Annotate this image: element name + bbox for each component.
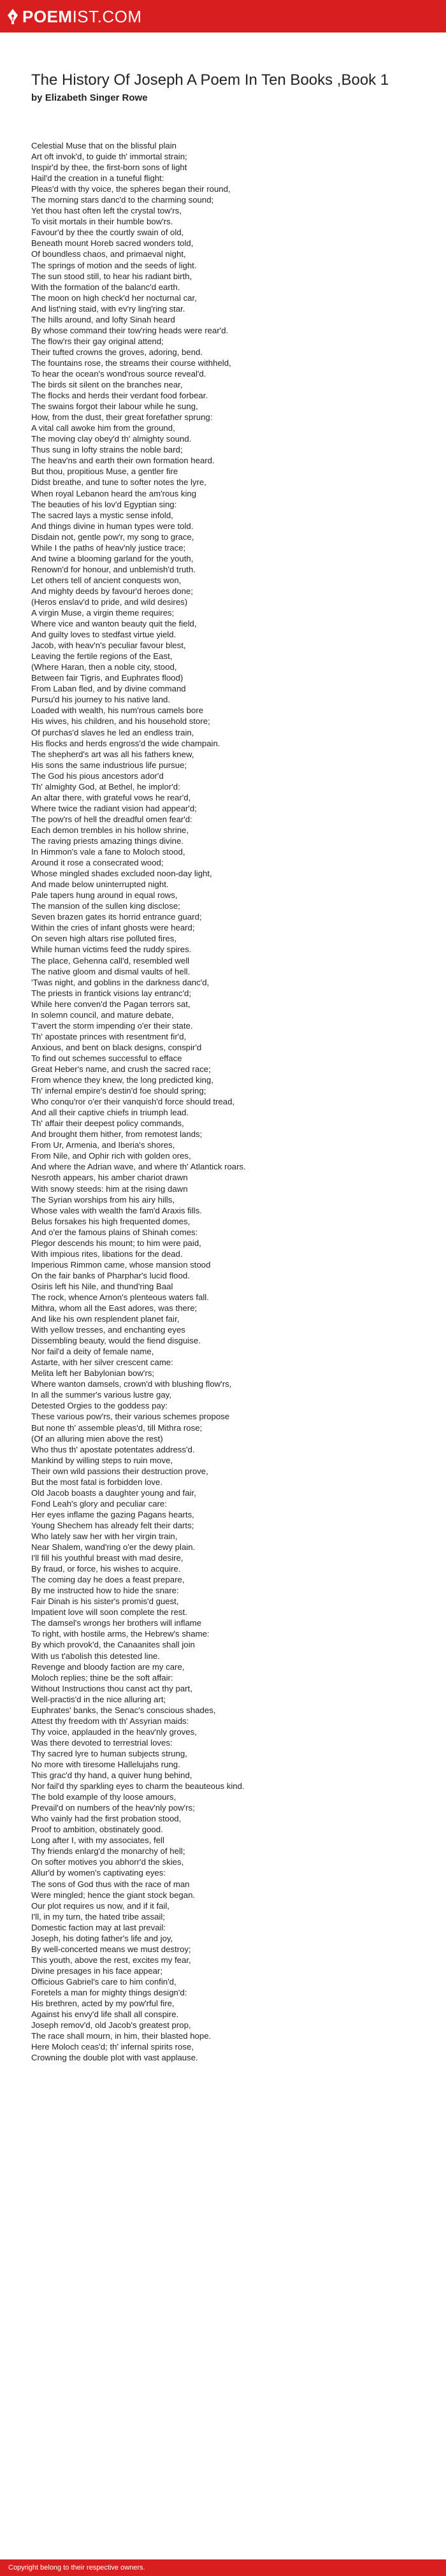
poem-line: The pow'rs of hell the dreadful omen fear'd: xyxy=(31,814,192,824)
poem-line: And guilty loves to stedfast virtue yield. xyxy=(31,630,176,640)
poem-line: Each demon trembles in his hollow shrine, xyxy=(31,825,189,835)
poem-line: (Where Haran, then a noble city, stood, xyxy=(31,662,177,672)
poem-line: Anxious, and bent on black designs, conspir'd xyxy=(31,1042,202,1052)
poem-line: By me instructed how to hide the snare: xyxy=(31,1586,179,1596)
poem-line: Old Jacob boasts a daughter young and fair, xyxy=(31,1487,196,1498)
poem-line: This grac'd thy hand, a quiver hung behind, xyxy=(31,1770,192,1781)
poem-line: How, from the dust, their great forefather sprung: xyxy=(31,412,213,423)
poem-line: Mankind by willing steps to ruin move, xyxy=(31,1455,173,1465)
poem-line: The race shall mourn, in him, their blasted hope. xyxy=(31,2031,212,2041)
poem-author-line xyxy=(31,92,148,104)
poem-line: Art oft invok'd, to guide th' immortal strain; xyxy=(31,152,187,162)
poem-line: The moving clay obey'd th' almighty sound. xyxy=(31,434,192,444)
poem-line: Between fair Tigris, and Euphrates flood) xyxy=(31,673,183,683)
poem-line: Th' almighty God, at Bethel, he implor'd: xyxy=(31,781,180,792)
poem-line: Nor fail'd thy sparkling eyes to charm the beauteous kind. xyxy=(31,1781,245,1791)
poem-line: But none th' assemble pleas'd, till Mithra rose; xyxy=(31,1422,203,1433)
author-prefix: by xyxy=(31,92,43,103)
poem-line: Who thus th' apostate potentates address'd. xyxy=(31,1444,195,1454)
site-header xyxy=(0,0,446,33)
poem-line: By whose command their tow'ring heads were rear'd. xyxy=(31,325,229,335)
poem-line: With impious rites, libations for the dead. xyxy=(31,1248,183,1259)
poem-line: Where vice and wanton beauty quit the field, xyxy=(31,619,197,629)
poem-line: The sacred lays a mystic sense infold, xyxy=(31,510,173,520)
poem-line: The birds sit silent on the branches near, xyxy=(31,380,183,390)
poem-line: Plegor descends his mount; to him were paid, xyxy=(31,1238,201,1248)
poem-line: Euphrates' banks, the Senac's conscious shades, xyxy=(31,1705,216,1715)
poem-line: Where twice the radiant vision had appear'd; xyxy=(31,803,197,813)
poem-line: Mithra, whom all the East adores, was there; xyxy=(31,1303,198,1313)
poem-line: Her eyes inflame the gazing Pagans hearts, xyxy=(31,1509,194,1519)
site-name-bold: POEM xyxy=(22,7,73,26)
copyright-notice: Copyright belong to their respective owners. xyxy=(8,2564,145,2572)
poem-line: With us t'abolish this detested line. xyxy=(31,1651,160,1661)
poem-line: Divine presages in his face appear; xyxy=(31,1965,162,1976)
poem-line: But thou, propitious Muse, a gentler fire xyxy=(31,467,178,477)
poem-line: And o'er the famous plains of Shinah comes: xyxy=(31,1227,198,1237)
poem-line: The hills around, and lofty Sinah heard xyxy=(31,314,175,324)
poem-line: Were mingled; hence the giant stock began. xyxy=(31,1890,196,1900)
poem-line: Whose vales with wealth the fam'd Araxis fills. xyxy=(31,1205,202,1215)
poem-line: Whose mingled shades excluded noon-day light, xyxy=(31,869,212,879)
poem-line: And where the Adrian wave, and where th' Atlantick roars. xyxy=(31,1162,246,1172)
poem-line: The God his pious ancestors ador'd xyxy=(31,771,164,781)
poem-line: Proof to ambition, obstinately good. xyxy=(31,1825,163,1835)
poem-line: From Laban fled, and by divine command xyxy=(31,684,186,694)
poem-line: The coming day he does a feast prepare, xyxy=(31,1575,185,1585)
poem-line: And like his own resplendent planet fair, xyxy=(31,1314,180,1324)
poem-line: Against his envy'd life shall all conspire. xyxy=(31,2009,179,2020)
poem-line: The sons of God thus with the race of man xyxy=(31,1879,190,1889)
poem-line: Loaded with wealth, his num'rous camels bore xyxy=(31,706,204,716)
poem-line: Hail'd the creation in a tuneful flight: xyxy=(31,173,164,184)
poem-line: The bold example of thy loose amours, xyxy=(31,1792,176,1802)
poem-line: The flocks and herds their verdant food forbear. xyxy=(31,391,208,401)
poem-line: To right, with hostile arms, the Hebrew's shame: xyxy=(31,1629,210,1639)
poem-line: Domestic faction may at last prevail: xyxy=(31,1922,166,1932)
poem-line: Crowning the double plot with vast applause. xyxy=(31,2053,198,2063)
poem-line: Was there devoted to terrestrial loves: xyxy=(31,1737,173,1747)
poem-line: And list'ning staid, with ev'ry ling'ring star. xyxy=(31,303,185,314)
site-name-light: IST.COM xyxy=(72,7,142,26)
poem-line: From Nile, and Ophir rich with golden ores, xyxy=(31,1151,191,1161)
poem-line: Didst breathe, and tune to softer notes the lyre, xyxy=(31,477,206,488)
poem-line: On softer motives you abhorr'd the skies, xyxy=(31,1857,184,1867)
poem-line: Melita left her Babylonian bow'rs; xyxy=(31,1368,155,1378)
poem-line: His brethren, acted by my pow'rful fire, xyxy=(31,1999,175,2009)
poem-line: Their own wild passions their destruction prove, xyxy=(31,1466,208,1476)
poem-line: By which provok'd, the Canaanites shall join xyxy=(31,1640,195,1650)
poem-line: Disdain not, gentle pow'r, my song to grace, xyxy=(31,532,194,542)
poem-line: Well-practis'd in the nice alluring art; xyxy=(31,1694,166,1704)
poem-body xyxy=(31,140,439,2063)
poem-line: A virgin Muse, a virgin theme requires; xyxy=(31,608,175,618)
poem-line: This youth, above the rest, excites my fear, xyxy=(31,1955,191,1965)
poem-line: T'avert the storm impending o'er their state. xyxy=(31,1020,193,1031)
poem-line: The shepherd's art was all his fathers knew, xyxy=(31,749,194,759)
poem-line: Jacob, with heav'n's peculiar favour blest, xyxy=(31,640,186,651)
poem-line: Th' affair their deepest policy commands, xyxy=(31,1118,184,1129)
site-name xyxy=(22,7,142,26)
poem-line: Renown'd for honour, and unblemish'd truth. xyxy=(31,564,196,574)
poem-line: Thus sung in lofty strains the noble bard; xyxy=(31,445,183,455)
poem-line: To visit mortals in their humble bow'rs. xyxy=(31,217,173,227)
poem-line: Imperious Rimmon came, whose mansion stood xyxy=(31,1259,211,1270)
poem-line: Young Shechem has already felt their darts; xyxy=(31,1520,194,1530)
site-logo[interactable] xyxy=(6,7,142,26)
poem-line: On the fair banks of Pharphar's lucid flood. xyxy=(31,1270,190,1280)
poem-line: 'Twas night, and goblins in the darkness danc'd, xyxy=(31,977,210,987)
poem-line: The flow'rs their gay original attend; xyxy=(31,336,164,346)
poem-line: The heav'ns and earth their own formation heard. xyxy=(31,456,215,466)
poem-line: The place, Gehenna call'd, resembled well xyxy=(31,955,190,966)
poem-line: The morning stars danc'd to the charming sound; xyxy=(31,195,214,205)
poem-line: Thy voice, applauded in the heav'nly groves, xyxy=(31,1726,197,1737)
poem-line: Fair Dinah is his sister's promis'd guest, xyxy=(31,1596,179,1607)
poem-line: In all the summer's various lustre gay, xyxy=(31,1390,171,1400)
poem-line: Belus forsakes his high frequented domes, xyxy=(31,1216,191,1226)
poem-line: And made below uninterrupted night. xyxy=(31,879,169,890)
poem-line: And things divine in human types were told. xyxy=(31,521,194,531)
poem-line: (Heros enslav'd to pride, and wild desires) xyxy=(31,597,188,607)
poem-line: Joseph, his doting father's life and joy, xyxy=(31,1933,173,1943)
author-link[interactable]: Elizabeth Singer Rowe xyxy=(45,92,148,103)
poem-line: Foretels a man for mighty things design'd: xyxy=(31,1987,187,1997)
poem-line: Who vainly had the first probation stood, xyxy=(31,1814,182,1824)
poem-line: The priests in frantick visions lay entranc'd; xyxy=(31,988,191,998)
poem-line: The moon on high check'd her nocturnal car, xyxy=(31,293,197,303)
poem-line: The fountains rose, the streams their course withheld, xyxy=(31,358,231,368)
poem-line: A vital call awoke him from the ground, xyxy=(31,423,175,433)
poem-line: In Himmon's vale a fane to Moloch stood, xyxy=(31,847,185,857)
poem-line: Pursu'd his journey to his native land. xyxy=(31,695,171,705)
poem-line: Astarte, with her silver crescent came: xyxy=(31,1357,173,1368)
poem-line: Prevail'd on numbers of the heav'nly pow'rs; xyxy=(31,1803,195,1813)
poem-line: Near Shalem, wand'ring o'er the dewy plain. xyxy=(31,1542,196,1552)
poem-line: (Of an alluring mien above the rest) xyxy=(31,1433,163,1444)
poem-line: The raving priests amazing things divine. xyxy=(31,836,183,846)
poem-line: His sons the same industrious life pursue; xyxy=(31,760,187,770)
poem-line: With yellow tresses, and enchanting eyes xyxy=(31,1325,185,1335)
poem-line: Favour'd by thee the courtly swain of old, xyxy=(31,228,184,238)
poem-line: Of purchas'd slaves he led an endless train, xyxy=(31,727,194,737)
poem-line: His flocks and herds engross'd the wide champain. xyxy=(31,738,220,748)
poem-line: Of boundless chaos, and primaeval night, xyxy=(31,249,186,259)
poem-line: And twine a blooming garland for the youth, xyxy=(31,553,194,563)
poem-line: Here Moloch ceas'd; th' infernal spirits rose, xyxy=(31,2042,194,2052)
poem-line: I'll fill his youthful breast with mad desire, xyxy=(31,1553,183,1563)
poem-line: From whence they knew, the long predicted king, xyxy=(31,1075,213,1085)
poem-line: From Ur, Armenia, and Iberia's shores, xyxy=(31,1140,175,1150)
poem-line: And mighty deeds by favour'd heroes done; xyxy=(31,586,193,596)
poem-line: The native gloom and dismal vaults of hell. xyxy=(31,966,191,976)
poem-line: Let others tell of ancient conquests won, xyxy=(31,575,182,585)
poem-line: Inspir'd by thee, the first-born sons of light xyxy=(31,163,187,173)
poem-line: I'll, in my turn, the hated tribe assail; xyxy=(31,1911,165,1921)
poem-line: Pleas'd with thy voice, the spheres began their round, xyxy=(31,184,231,194)
poem-line: The beauties of his lov'd Egyptian sing: xyxy=(31,499,177,509)
poem-line: Seven brazen gates its horrid entrance guard; xyxy=(31,912,202,922)
poem-line: Great Heber's name, and crush the sacred race; xyxy=(31,1064,211,1074)
poem-line: Leaving the fertile regions of the East, xyxy=(31,651,173,662)
poem-line: The damsel's wrongs her brothers will inflame xyxy=(31,1618,202,1628)
poem-line: Without Instructions thou canst act thy part, xyxy=(31,1683,192,1693)
poem-title: The History Of Joseph A Poem In Ten Books ,Book 1 xyxy=(31,71,389,89)
poem-line: Their tufted crowns the groves, adoring, bend. xyxy=(31,347,203,357)
poem-line: Allur'd by women's captivating eyes: xyxy=(31,1868,166,1878)
poem-line: Th' infernal empire's destin'd foe should spring; xyxy=(31,1086,206,1096)
poem-line: Impatient love will soon complete the rest. xyxy=(31,1607,187,1617)
poem-line: Our plot requires us now, and if it fail, xyxy=(31,1900,169,1911)
poem-line: By fraud, or force, his wishes to acquire. xyxy=(31,1564,181,1574)
poem-line: Where wanton damsels, crown'd with blushing flow'rs, xyxy=(31,1379,232,1389)
poem-line: Yet thou hast often left the crystal tow'rs, xyxy=(31,206,182,216)
poem-line: An altar there, with grateful vows he rear'd, xyxy=(31,792,191,802)
poem-line: These various pow'rs, their various schemes propose xyxy=(31,1412,230,1422)
poem-line: But the most fatal is forbidden love. xyxy=(31,1477,162,1487)
poem-line: With snowy steeds: him at the rising dawn xyxy=(31,1183,188,1194)
poem-line: Joseph remov'd, old Jacob's greatest prop, xyxy=(31,2020,191,2030)
poem-line: To find out schemes successful to efface xyxy=(31,1053,182,1063)
poem-line: No more with tiresome Hallelujahs rung. xyxy=(31,1759,180,1769)
poem-line: Officious Gabriel's care to him confin'd, xyxy=(31,1976,176,1986)
poem-line: And all their captive chiefs in triumph lead. xyxy=(31,1108,189,1118)
poem-line: The swains forgot their labour while he sung, xyxy=(31,402,198,412)
poem-line: Within the cries of infant ghosts were heard; xyxy=(31,923,195,933)
poem-line: Th' apostate princes with resentment fir'd, xyxy=(31,1031,187,1041)
poem-line: In solemn council, and mature debate, xyxy=(31,1009,174,1020)
poem-line: Who conqu'ror o'er their vanquish'd force should tread, xyxy=(31,1097,235,1107)
poem-line: Attest thy freedom with th' Assyrian maids: xyxy=(31,1716,189,1726)
poem-line: Around it rose a consecrated wood; xyxy=(31,858,164,868)
poem-line: The Syrian worships from his airy hills, xyxy=(31,1194,175,1205)
poem-line: The sun stood still, to hear his radiant birth, xyxy=(31,271,192,281)
poem-line: While human victims feed the ruddy spires. xyxy=(31,944,192,955)
site-footer xyxy=(0,2559,446,2576)
poem-line: Long after I, with my associates, fell xyxy=(31,1835,164,1846)
poem-line: Detested Orgies to the goddess pay: xyxy=(31,1401,168,1411)
poem-line: Revenge and bloody faction are my care, xyxy=(31,1661,185,1672)
poem-line: Thy sacred lyre to human subjects strung, xyxy=(31,1748,187,1758)
poem-line: Osiris left his Nile, and thund'ring Baal xyxy=(31,1281,173,1291)
poem-line: On seven high altars rise polluted fires, xyxy=(31,934,176,944)
poem-line: Nor fail'd a deity of female name, xyxy=(31,1347,154,1357)
poem-line: Who lately saw her with her virgin train, xyxy=(31,1531,178,1541)
poem-line: Moloch replies; thine be the soft affair: xyxy=(31,1672,173,1682)
poem-line: Nesroth appears, his amber chariot drawn xyxy=(31,1173,188,1183)
poem-line: Pale tapers hung around in equal rows, xyxy=(31,890,178,901)
poem-line: To hear the ocean's wond'rous source reveal'd. xyxy=(31,368,206,379)
poem-line: Dissembling beauty, would the fiend disguise. xyxy=(31,1336,201,1346)
poem-line: Beneath mount Horeb sacred wonders told, xyxy=(31,238,194,249)
poem-line: While I the paths of heav'nly justice trace; xyxy=(31,542,186,553)
poem-line: His wives, his children, and his household store; xyxy=(31,716,210,727)
poem-line: Fond Leah's glory and peculiar care: xyxy=(31,1498,167,1509)
poem-line: The mansion of the sullen king disclose; xyxy=(31,901,180,911)
pen-nib-icon xyxy=(6,8,19,25)
poem-line: While here conven'd the Pagan terrors sat, xyxy=(31,999,191,1009)
poem-line: When royal Lebanon heard the am'rous king xyxy=(31,488,197,498)
poem-line: With the formation of the balanc'd earth. xyxy=(31,282,180,292)
poem-line: And brought them hither, from remotest lands; xyxy=(31,1129,203,1140)
poem-line: By well-concerted means we must destroy; xyxy=(31,1944,191,1954)
poem-line: The rock, whence Arnon's plenteous waters fall. xyxy=(31,1292,209,1302)
poem-line: Celestial Muse that on the blissful plain xyxy=(31,141,176,150)
poem-line: The springs of motion and the seeds of light. xyxy=(31,260,197,270)
poem-line: Thy friends enlarg'd the monarchy of hell; xyxy=(31,1846,185,1856)
